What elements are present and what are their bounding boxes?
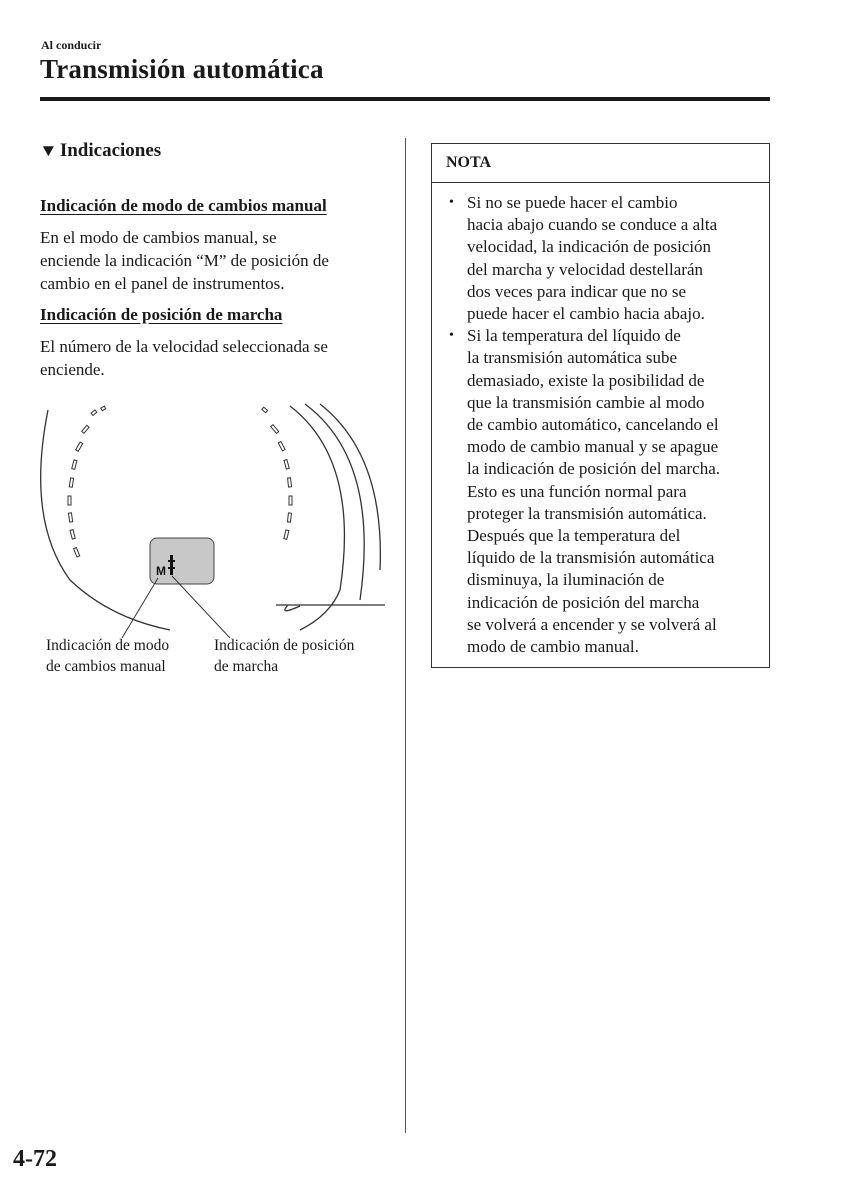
text-line: se volverá a encender y se volverá al bbox=[467, 614, 717, 634]
text-line: que la transmisión cambie al modo bbox=[467, 392, 705, 412]
caption-line: Indicación de posición bbox=[214, 637, 355, 654]
text-line: líquido de la transmisión automática bbox=[467, 548, 715, 568]
text-line: modo de cambio manual y se apague bbox=[467, 437, 719, 457]
instrument-panel-figure bbox=[40, 400, 385, 680]
text-line: indicación de posición del marcha bbox=[467, 592, 700, 612]
text-line: Después que la temperatura del bbox=[467, 526, 681, 546]
note-list bbox=[432, 183, 769, 658]
text-line: demasiado, existe la posibilidad de bbox=[467, 370, 705, 390]
paragraph-manual-mode bbox=[40, 226, 385, 295]
bullet-icon: • bbox=[449, 195, 454, 210]
text-line: enciende. bbox=[40, 360, 105, 379]
subheading-gear-position: Indicación de posición de marcha bbox=[40, 305, 283, 324]
triangle-down-icon: ▼ bbox=[39, 141, 58, 160]
text-line: de cambio automático, cancelando el bbox=[467, 415, 719, 435]
text-line: disminuya, la iluminación de bbox=[467, 570, 665, 590]
subheading-manual-mode: Indicación de modo de cambios manual bbox=[40, 196, 327, 215]
title-rule bbox=[40, 97, 770, 101]
text-line: la transmisión automática sube bbox=[467, 348, 678, 368]
section-label: Al conducir bbox=[41, 38, 102, 52]
page-title: Transmisión automática bbox=[40, 54, 324, 84]
section-heading bbox=[40, 140, 385, 162]
manual-mode-indicator: M bbox=[156, 564, 166, 578]
caption-manual-mode bbox=[46, 635, 169, 677]
text-line: cambio en el panel de instrumentos. bbox=[40, 274, 285, 293]
text-line: modo de cambio manual. bbox=[467, 637, 639, 657]
page-number: 4-72 bbox=[13, 1146, 57, 1172]
text-line: Si no se puede hacer el cambio bbox=[467, 193, 678, 212]
caption-gear-position bbox=[214, 635, 354, 677]
text-line: puede hacer el cambio hacia abajo. bbox=[467, 304, 705, 324]
text-line: dos veces para indicar que no se bbox=[467, 281, 687, 301]
text-line: velocidad, la indicación de posición bbox=[467, 237, 712, 257]
note-item bbox=[446, 192, 757, 325]
bullet-icon: • bbox=[449, 328, 454, 344]
caption-line: de marcha bbox=[214, 658, 279, 675]
text-line: Si la temperatura del líquido de bbox=[467, 326, 681, 346]
text-line: del marcha y velocidad destellarán bbox=[467, 259, 703, 279]
text-line: hacia abajo cuando se conduce a alta bbox=[467, 215, 718, 235]
text-line: El número de la velocidad seleccionada se bbox=[40, 337, 328, 356]
paragraph-gear-position bbox=[40, 335, 385, 381]
note-title: NOTA bbox=[432, 144, 769, 183]
caption-line: Indicación de modo bbox=[46, 637, 170, 654]
text-line: proteger la transmisión automática. bbox=[467, 503, 707, 523]
text-line: la indicación de posición del marcha. bbox=[467, 459, 721, 479]
text-line: enciende la indicación “M” de posición de bbox=[40, 251, 329, 270]
text-line: Esto es una función normal para bbox=[467, 481, 687, 501]
left-column bbox=[40, 140, 385, 381]
note-box bbox=[431, 143, 770, 668]
text-line: En el modo de cambios manual, se bbox=[40, 228, 277, 247]
column-divider bbox=[405, 138, 406, 1133]
note-item bbox=[446, 325, 757, 658]
caption-line: de cambios manual bbox=[46, 658, 166, 675]
section-heading-text: Indicaciones bbox=[59, 140, 162, 161]
